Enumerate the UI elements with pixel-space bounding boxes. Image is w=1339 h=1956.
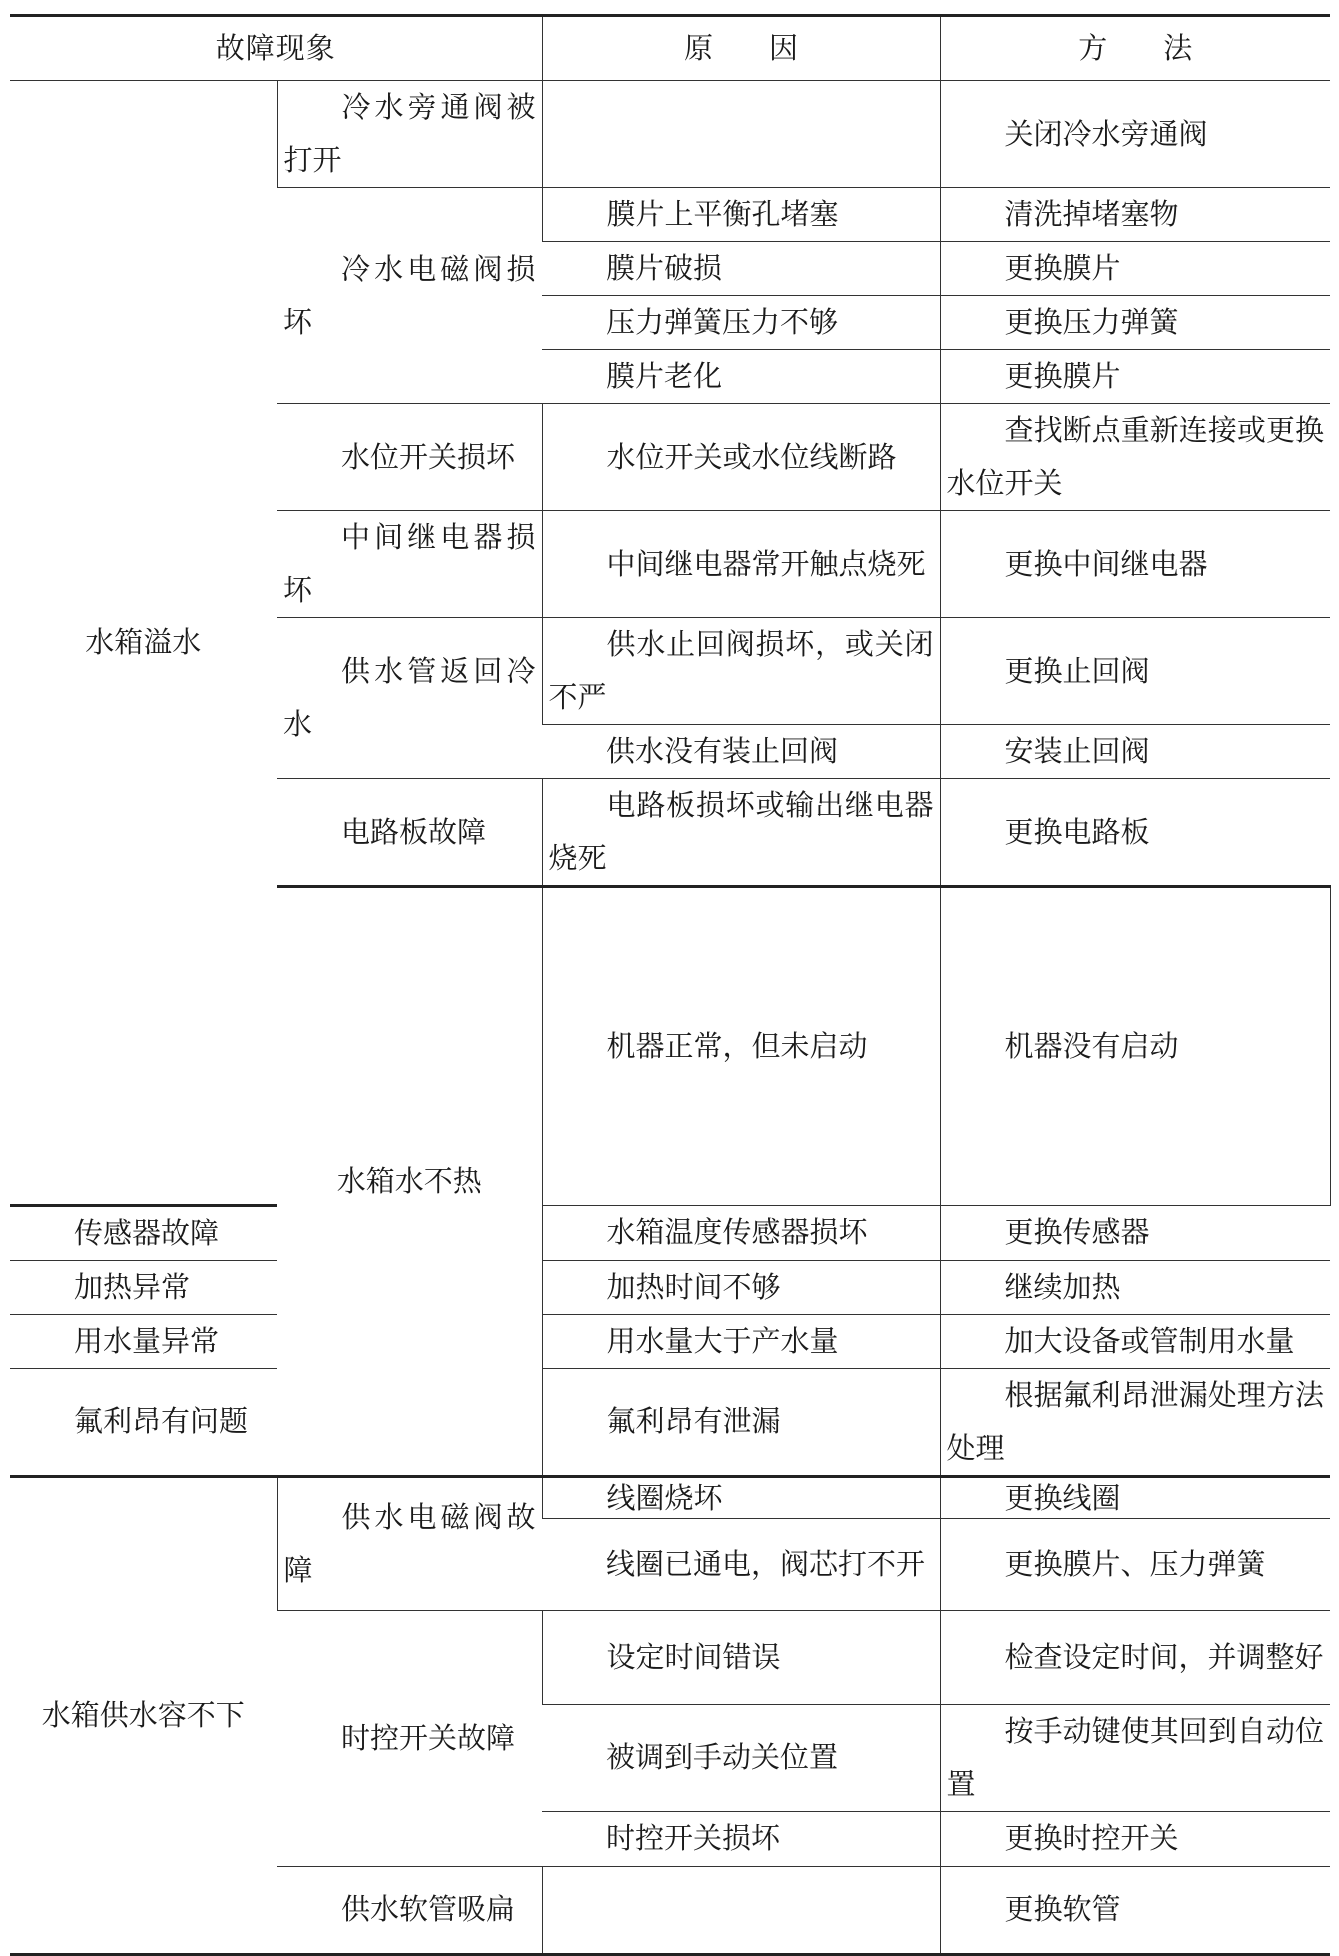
table-header xyxy=(10,16,1330,81)
method-cell: 更换传感器 xyxy=(940,1205,1330,1260)
cause-cell: 膜片破损 xyxy=(542,242,940,296)
cause-cell: 时控开关损坏 xyxy=(542,1811,940,1866)
fault-table xyxy=(10,14,1330,1956)
method-cell: 查找断点重新连接或更换水位开关 xyxy=(940,404,1330,511)
fault-cell: 用水量异常 xyxy=(10,1314,277,1368)
cause-cell: 用水量大于产水量 xyxy=(542,1314,940,1368)
method-cell: 更换膜片 xyxy=(940,350,1330,404)
cause-cell: 线圈烧坏 xyxy=(542,1476,940,1518)
header-cause: 原因 xyxy=(542,16,940,81)
fault-cell: 时控开关故障 xyxy=(277,1610,542,1866)
fault-cell: 供水电磁阀故障 xyxy=(277,1476,542,1610)
method-cell: 更换软管 xyxy=(940,1866,1330,1954)
symptom-cell: 水箱溢水 xyxy=(10,81,277,1206)
cause-cell: 膜片老化 xyxy=(542,350,940,404)
method-cell: 继续加热 xyxy=(940,1260,1330,1314)
table-body xyxy=(10,81,1330,1955)
fault-cell: 冷水旁通阀被打开 xyxy=(277,81,542,188)
method-cell: 更换线圈 xyxy=(940,1476,1330,1518)
method-cell: 检查设定时间，并调整好 xyxy=(940,1610,1330,1704)
cause-cell: 供水没有装止回阀 xyxy=(542,725,940,779)
fault-cell: 电路板故障 xyxy=(277,779,542,887)
cause-cell: 压力弹簧压力不够 xyxy=(542,296,940,350)
table-row xyxy=(10,81,1330,188)
method-cell: 清洗掉堵塞物 xyxy=(940,188,1330,242)
table-row xyxy=(10,1368,1330,1476)
method-cell: 更换膜片 xyxy=(940,242,1330,296)
cause-cell: 氟利昂有泄漏 xyxy=(542,1368,940,1476)
table-row xyxy=(10,1205,1330,1260)
header-row xyxy=(10,16,1330,81)
cause-cell: 设定时间错误 xyxy=(542,1610,940,1704)
fault-cell: 供水软管吸扁 xyxy=(277,1866,542,1954)
cause-cell: 加热时间不够 xyxy=(542,1260,940,1314)
fault-cell: 传感器故障 xyxy=(10,1205,277,1260)
cause-cell: 被调到手动关位置 xyxy=(542,1704,940,1811)
fault-cell: 加热异常 xyxy=(10,1260,277,1314)
cause-cell: 线圈已通电，阀芯打不开 xyxy=(542,1518,940,1610)
cause-cell: 水位开关或水位线断路 xyxy=(542,404,940,511)
fault-cell: 中间继电器损坏 xyxy=(277,511,542,618)
fault-cell: 水位开关损坏 xyxy=(277,404,542,511)
table-row xyxy=(10,1476,1330,1518)
method-cell: 关闭冷水旁通阀 xyxy=(940,81,1330,188)
fault-cell: 机器正常，但未启动 xyxy=(542,887,940,1206)
cause-cell: 水箱温度传感器损坏 xyxy=(542,1205,940,1260)
fault-cell: 氟利昂有问题 xyxy=(10,1368,277,1476)
method-cell: 加大设备或管制用水量 xyxy=(940,1314,1330,1368)
fault-cell: 冷水电磁阀损坏 xyxy=(277,188,542,404)
cause-cell xyxy=(542,81,940,188)
method-cell: 安装止回阀 xyxy=(940,725,1330,779)
method-cell: 根据氟利昂泄漏处理方法处理 xyxy=(940,1368,1330,1476)
header-symptom: 故障现象 xyxy=(10,16,542,81)
cause-cell: 中间继电器常开触点烧死 xyxy=(542,511,940,618)
header-method: 方法 xyxy=(940,16,1330,81)
table-row xyxy=(10,1260,1330,1314)
cause-cell: 膜片上平衡孔堵塞 xyxy=(542,188,940,242)
method-cell: 更换膜片、压力弹簧 xyxy=(940,1518,1330,1610)
method-cell: 更换电路板 xyxy=(940,779,1330,887)
method-cell: 按手动键使其回到自动位置 xyxy=(940,1704,1330,1811)
symptom-cell: 水箱供水容不下 xyxy=(10,1476,277,1954)
cause-cell xyxy=(542,1866,940,1954)
symptom-cell: 水箱水不热 xyxy=(277,887,542,1477)
table-row xyxy=(10,1314,1330,1368)
cause-cell: 机器没有启动 xyxy=(940,887,1330,1206)
method-cell: 更换压力弹簧 xyxy=(940,296,1330,350)
method-cell: 更换止回阀 xyxy=(940,618,1330,725)
cause-cell: 电路板损坏或输出继电器烧死 xyxy=(542,779,940,887)
fault-cell: 供水管返回冷水 xyxy=(277,618,542,779)
cause-cell: 供水止回阀损坏，或关闭不严 xyxy=(542,618,940,725)
method-cell: 更换中间继电器 xyxy=(940,511,1330,618)
method-cell: 更换时控开关 xyxy=(940,1811,1330,1866)
